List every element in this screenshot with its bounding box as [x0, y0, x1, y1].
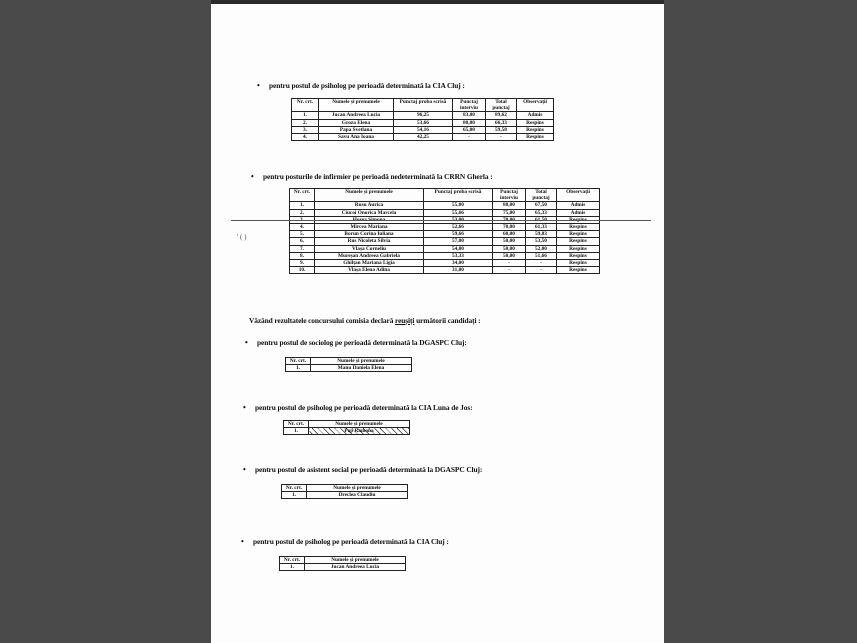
- column-header: Numele și prenumele: [315, 189, 424, 202]
- table-cell: 61,33: [526, 224, 557, 231]
- bullet: •: [245, 338, 248, 347]
- table-cell: Borun Corina Iuliana: [315, 231, 424, 238]
- table-cell: Respins: [557, 245, 600, 252]
- table-cell: Manu Daniela Elena: [311, 365, 412, 372]
- table-header-row: [282, 485, 408, 492]
- table-cell: Horea Simona: [315, 216, 424, 223]
- table-row: [292, 134, 554, 141]
- table-cell: 50,00: [493, 238, 526, 245]
- bullet: •: [257, 81, 260, 90]
- table-row: [292, 112, 554, 119]
- table-cell: 3.: [290, 216, 315, 223]
- table-cell: Respins: [557, 231, 600, 238]
- table-cell: 4.: [290, 224, 315, 231]
- table-cell: 59,83: [526, 231, 557, 238]
- table-cell: Dreclea Claudiu: [307, 492, 408, 499]
- table-cell: 66,33: [486, 119, 517, 126]
- bullet: •: [243, 403, 246, 412]
- table-row: [292, 119, 554, 126]
- table-cell: 65,33: [526, 209, 557, 216]
- table-cell: 59,66: [424, 231, 493, 238]
- table-cell: -: [493, 260, 526, 267]
- table-cell: Admis: [557, 202, 600, 209]
- table-cell: -: [526, 260, 557, 267]
- table-cell: Mircea Mariana: [315, 224, 424, 231]
- column-header: Nr. crt.: [282, 485, 307, 492]
- winner-table-sociolog: [285, 357, 412, 372]
- column-header: Punctaj proba scrisă: [394, 99, 453, 112]
- table-row: [282, 492, 408, 499]
- table-cell: Respins: [517, 119, 554, 126]
- table-cell: 80,00: [493, 202, 526, 209]
- table-cell: Respins: [557, 267, 600, 274]
- table-row: [290, 252, 600, 259]
- table-row: [290, 238, 600, 245]
- table-row: [284, 428, 410, 435]
- column-header: Total punctaj: [526, 189, 557, 202]
- bullet: •: [241, 537, 244, 546]
- table-header-row: [286, 358, 412, 365]
- table-cell: 42,25: [394, 134, 453, 141]
- table-row: [280, 564, 406, 571]
- table-cell: Admis: [517, 112, 554, 119]
- table-cell: Mureșan Andreea Gabriela: [315, 252, 424, 259]
- table-cell: 96,25: [394, 112, 453, 119]
- table-cell: 4.: [292, 134, 319, 141]
- table-cell: Vlașa Elena Adina: [315, 267, 424, 274]
- table-cell: Pop Ramona: [309, 428, 410, 435]
- results-table-infirmier-crrn-gherla: [289, 188, 600, 274]
- table-cell: Rusu Aurica: [315, 202, 424, 209]
- bullet: •: [251, 172, 254, 181]
- table-header-row: [284, 421, 410, 428]
- table-cell: 80,00: [453, 119, 486, 126]
- table-cell: 57,00: [424, 238, 493, 245]
- table-row: [290, 202, 600, 209]
- table-cell: 70,00: [493, 224, 526, 231]
- table-cell: 6.: [290, 238, 315, 245]
- column-header: Nr. crt.: [292, 99, 319, 112]
- table-cell: 5.: [290, 231, 315, 238]
- table-cell: 7.: [290, 245, 315, 252]
- column-header: Observații: [517, 99, 554, 112]
- table-cell: 1.: [286, 365, 311, 372]
- table-row: [292, 126, 554, 133]
- winner-heading: • pentru postul de asistent social pe perioadă determinată la DGASPC Cluj:: [243, 465, 483, 474]
- table-cell: 61,50: [526, 216, 557, 223]
- table-cell: 54,00: [424, 245, 493, 252]
- table-header-row: [292, 99, 554, 112]
- winner-table-psiholog-cia-cluj: [279, 556, 406, 571]
- table-cell: 65,00: [453, 126, 486, 133]
- column-header: Nr. crt.: [284, 421, 309, 428]
- document-page: [211, 0, 664, 643]
- table-cell: -: [526, 267, 557, 274]
- winner-table-psiholog-luna-de-jos: [283, 420, 410, 435]
- table-cell: 54,16: [394, 126, 453, 133]
- table-cell: 1.: [290, 202, 315, 209]
- table-cell: Admis: [557, 209, 600, 216]
- table-cell: Savu Ana Ioana: [319, 134, 394, 141]
- column-header: Punctaj interviu: [493, 189, 526, 202]
- section-heading: • pentru postul de psiholog pe perioadă determinată la CIA Cluj :: [257, 81, 465, 90]
- column-header: Total punctaj: [486, 99, 517, 112]
- winner-heading: • pentru postul de psiholog pe perioadă determinată la CIA Luna de Jos:: [243, 403, 473, 412]
- column-header: Numele și prenumele: [307, 485, 408, 492]
- table-cell: 1.: [292, 112, 319, 119]
- column-header: Numele și prenumele: [319, 99, 394, 112]
- section-heading: • pentru posturile de infirmier pe perioadă nedeterminată la CRRN Gherla :: [251, 172, 493, 181]
- table-cell: Ghilțan Mariana Ligia: [315, 260, 424, 267]
- table-cell: Respins: [557, 238, 600, 245]
- column-header: Punctaj proba scrisă: [424, 189, 493, 202]
- table-cell: 34,00: [424, 260, 493, 267]
- table-cell: 59,58: [486, 126, 517, 133]
- table-cell: 1.: [280, 564, 305, 571]
- table-cell: 75,00: [493, 209, 526, 216]
- winner-heading: • pentru postul de psiholog pe perioadă determinată la CIA Cluj :: [241, 537, 449, 546]
- table-cell: 50,00: [493, 252, 526, 259]
- table-cell: 52,00: [526, 245, 557, 252]
- table-cell: Ciucoi Onorica Marcela: [315, 209, 424, 216]
- table-cell: 1.: [284, 428, 309, 435]
- column-header: Numele și prenumele: [311, 358, 412, 365]
- bullet: •: [243, 465, 246, 474]
- table-header-row: [290, 189, 600, 202]
- table-cell: Respins: [557, 224, 600, 231]
- winner-heading: • pentru postul de sociolog pe perioadă determinată la DGASPC Cluj:: [245, 338, 467, 347]
- table-cell: 60,00: [493, 231, 526, 238]
- table-cell: 3.: [292, 126, 319, 133]
- table-cell: 51,66: [526, 252, 557, 259]
- table-cell: 9.: [290, 260, 315, 267]
- table-cell: Rus Nicoleta Silvia: [315, 238, 424, 245]
- table-cell: 1.: [282, 492, 307, 499]
- table-row: [286, 365, 412, 372]
- column-header: Nr. crt.: [286, 358, 311, 365]
- table-cell: Vlașa Corneliu: [315, 245, 424, 252]
- margin-mark: ' ( ): [237, 233, 247, 241]
- table-cell: Respins: [557, 216, 600, 223]
- table-cell: -: [453, 134, 486, 141]
- table-header-row: [280, 557, 406, 564]
- column-header: Punctaj interviu: [453, 99, 486, 112]
- table-cell: 2.: [290, 209, 315, 216]
- table-row: [290, 267, 600, 274]
- table-cell: Groza Elena: [319, 119, 394, 126]
- table-row: [290, 260, 600, 267]
- column-header: Observații: [557, 189, 600, 202]
- column-header: Nr. crt.: [290, 189, 315, 202]
- table-cell: 52,66: [424, 224, 493, 231]
- table-row: [290, 245, 600, 252]
- table-cell: 31,00: [424, 267, 493, 274]
- table-cell: 67,50: [526, 202, 557, 209]
- table-cell: -: [486, 134, 517, 141]
- table-cell: Respins: [557, 252, 600, 259]
- table-cell: Respins: [557, 260, 600, 267]
- table-cell: 83,00: [453, 112, 486, 119]
- scan-line: [231, 220, 651, 221]
- table-cell: 8.: [290, 252, 315, 259]
- statement: Văzând rezultatele concursului comisia declară reușiți următorii candidați :: [249, 316, 481, 325]
- column-header: Numele și prenumele: [309, 421, 410, 428]
- table-cell: 53,66: [394, 119, 453, 126]
- table-row: [290, 209, 600, 216]
- table-cell: 89,62: [486, 112, 517, 119]
- table-cell: -: [493, 267, 526, 274]
- table-cell: Jucan Andreea Lucia: [305, 564, 406, 571]
- table-cell: 55,00: [424, 202, 493, 209]
- table-cell: Respins: [517, 126, 554, 133]
- table-row: [290, 224, 600, 231]
- table-cell: 55,66: [424, 209, 493, 216]
- table-row: [290, 231, 600, 238]
- column-header: Numele și prenumele: [305, 557, 406, 564]
- table-cell: Jucan Andreea Lucia: [319, 112, 394, 119]
- results-table-psiholog-cia-cluj: [291, 98, 554, 141]
- table-cell: 53,50: [526, 238, 557, 245]
- table-cell: 53,00: [424, 216, 493, 223]
- table-cell: 53,33: [424, 252, 493, 259]
- winner-table-asistent-social: [281, 484, 408, 499]
- table-cell: 50,00: [493, 245, 526, 252]
- table-cell: Respins: [517, 134, 554, 141]
- table-cell: 10.: [290, 267, 315, 274]
- table-cell: 70,00: [493, 216, 526, 223]
- table-cell: 2.: [292, 119, 319, 126]
- table-cell: Papa Svetlana: [319, 126, 394, 133]
- column-header: Nr. crt.: [280, 557, 305, 564]
